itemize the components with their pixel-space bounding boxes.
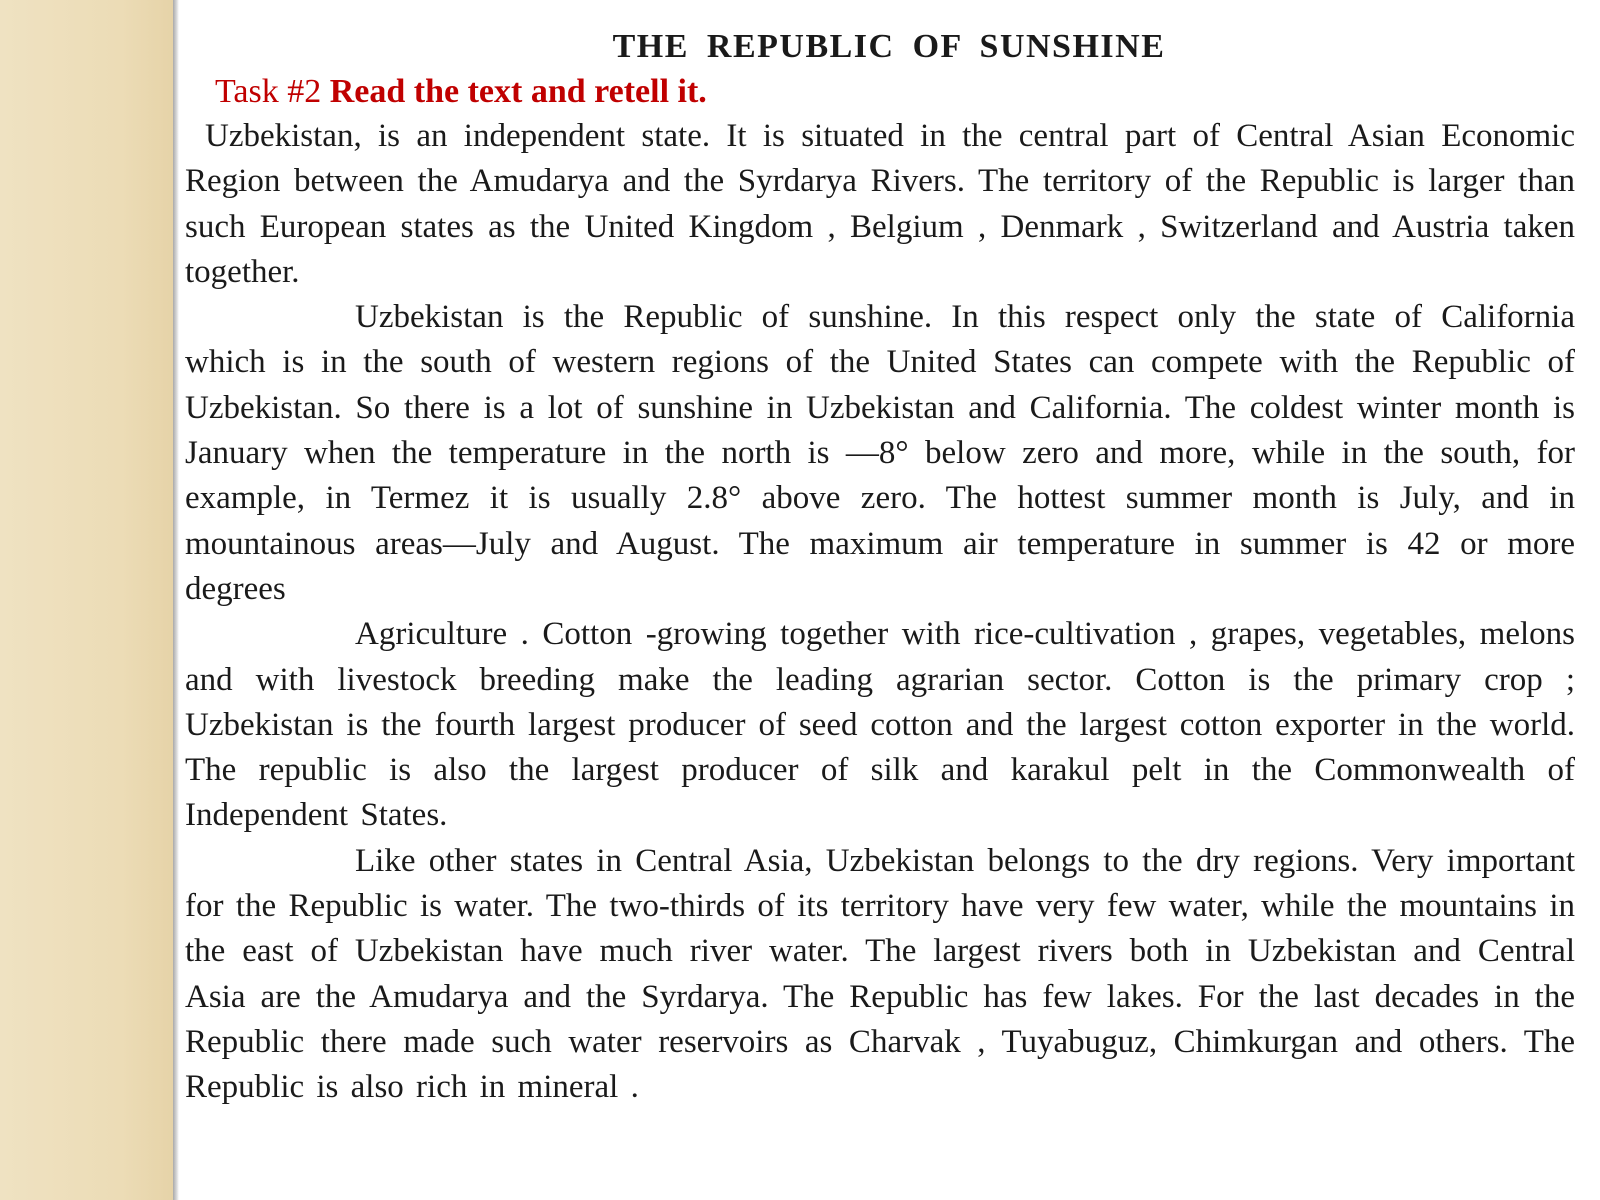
body-text: [185, 114, 1575, 1111]
decorative-sidebar: [0, 0, 173, 1200]
paragraph-sunshine: Uzbekistan is the Republic of sunshine. In this respect only the state of California which is in the south of western regions of the United States can compete with the Republic of Uzbekistan. So there is a lot of sunshine in Uzbekistan and California. The coldest winter month is January when the temperature in the north is —8° below zero and more, while in the south, for example, in Termez it is usually 2.8° above zero. The hottest summer month is July, and in mountainous areas—July and August. The maximum air temperature in summer is 42 or more degrees: [185, 299, 1575, 607]
paragraph-agriculture: Agriculture . Cotton -growing together with rice-cultivation , grapes, vegetables, melons and with livestock breeding make the leading agrarian sector. Cotton is the primary crop ; Uzbekistan is the fourth largest producer of seed cotton and the largest cotton exporter in the world. The republic is also the largest producer of silk and karakul pelt in the Commonwealth of Independent States.: [185, 616, 1575, 834]
task-line: [185, 70, 1575, 114]
slide-title: THE REPUBLIC OF SUNSHINE: [612, 28, 1166, 65]
task-number: Task #2: [215, 73, 330, 110]
slide-content: [185, 24, 1575, 1111]
sidebar-shadow: [173, 0, 179, 1200]
paragraph-intro: Uzbekistan, is an independent state. It is situated in the central part of Central Asian Economic Region between the Amudarya and the Syrdarya Rivers. The territory of the Republic is larger than such European states as the United Kingdom , Belgium , Denmark , Switzerland and Austria taken together.: [185, 118, 1575, 290]
paragraph-water: Like other states in Central Asia, Uzbekistan belongs to the dry regions. Very important for the Republic is water. The two-thirds of its territory have very few water, while the mountains in the east of Uzbekistan have much river water. The largest rivers both in Uzbekistan and Central Asia are the Amudarya and the Syrdarya. The Republic has few lakes. For the last decades in the Republic there made such water reservoirs as Charvak , Tuyabuguz, Chimkurgan and others. The Republic is also rich in mineral .: [185, 842, 1575, 1106]
task-instruction: Read the text and retell it.: [329, 73, 707, 110]
